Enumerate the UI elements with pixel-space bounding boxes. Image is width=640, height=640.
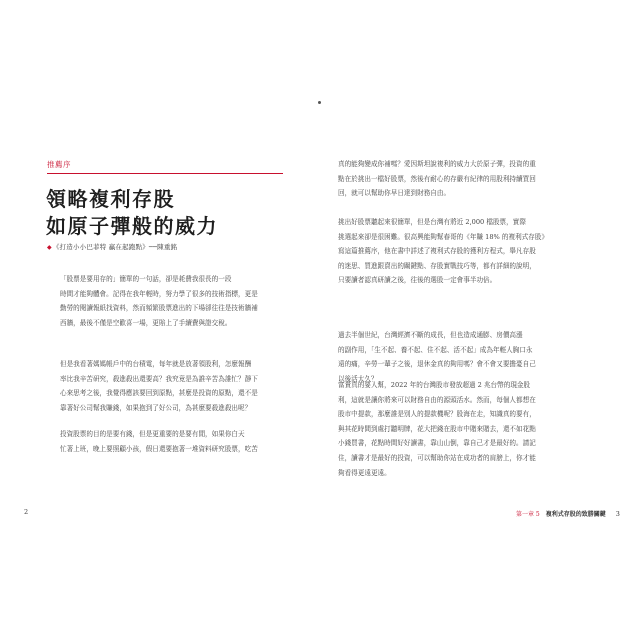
text-line: 夠看得更遠更遠。 [338, 468, 391, 477]
text-line: 率比我辛苦研究，殺進殺出還要高？我究竟是為誰辛苦為誰忙？靜下 [60, 374, 258, 383]
text-line: 但是我看著媽媽帳戶中的台積電，每年就是放著領股利，怎麼報酬 [60, 360, 252, 368]
text-line: 「股票是要用存的」簡單的一句話，卻是耗費我很長的一段 [60, 275, 232, 283]
text-line: 小錢買書，花點時間好好讀書，靠山山倒，靠自己才是最好的。請記 [338, 439, 536, 448]
text-line: 利，這就是讓你將來可以財務自由的源頭活水。然而，每個人都想在 [338, 395, 536, 404]
text-line: 以後活太久？ [338, 374, 378, 383]
section-label: 推薦序 [47, 160, 71, 169]
text-line: 忙著上班，晚上要照顧小孩，假日還要抱著一堆資料研究股票，吃苦 [60, 444, 258, 453]
text-line: 真的能夠變成你補嗎？愛因斯坦說複利的威力大於原子彈，投資的重 [338, 160, 536, 168]
text-line: 挑出好股票聽起來很簡單，但是台灣有將近 2,000 檔股票，實際 [338, 218, 526, 226]
byline-text: 《打造小小巴菲特 贏在起跑點》──陳重銘 [52, 243, 178, 251]
right-page [320, 0, 640, 640]
text-line: 挑選起來卻是很困難。很高興能夠幫春哥的《年賺 18% 的複利式存股》 [338, 232, 549, 241]
text-line: 與其花時間到處打聽明牌，花大把錢在股市中賭來賭去，還不如花點 [338, 424, 536, 433]
text-line: 只要讀者認真研讀之後，往後的選股一定會事半功倍。 [338, 276, 497, 285]
chapter-title-line-2: 如原子彈般的威力 [46, 214, 218, 238]
page-number: 3 [615, 510, 620, 518]
text-line: 點在於挑出一檔好股票，然後有耐心的存嚴有紀律的用股利持續買回 [338, 174, 536, 183]
byline [47, 242, 177, 251]
paragraph [338, 378, 600, 480]
paragraph [60, 272, 292, 330]
running-footer [516, 509, 620, 518]
text-line: 富貴真的要人幫，2022 年的台灣股市發放超過 2 兆台幣的現金股 [338, 381, 531, 389]
text-line: 時間才能夠體會。記得在我年輕時，努力學了很多的技術指標，更是 [60, 289, 258, 298]
paragraph [60, 427, 292, 456]
footer-title: 複利式存股的致勝關鍵 [545, 511, 606, 518]
text-line: 寫這篇推薦序，他在書中詳述了複利式存股的獲利方程式，舉凡存股 [338, 247, 536, 256]
paragraph [60, 357, 292, 415]
footer-chapter: 第一章 5 [516, 511, 540, 518]
text-line: 的迷思、買進跟賣出的關鍵點、存股實戰技巧等，都有詳細的說明， [338, 261, 536, 270]
text-line: 的副作用，「生不起、養不起、住不起、活不起」成為年輕人胸口永 [338, 345, 533, 354]
paragraph [338, 215, 600, 288]
text-line: 過去半個世紀，台灣經濟不斷的成長，但也造成通膨、房價高漲 [338, 331, 523, 339]
text-line: 心來思考之後，我覺得應該要回到原點，甚麼是投資的原點，還不是 [60, 389, 258, 398]
diamond-icon: ◆ [47, 244, 52, 251]
chapter-title-line-1: 領略複利存股 [46, 187, 175, 211]
text-line: 靠著好公司幫我賺錢，如果抱到了好公司，為甚麼要殺進殺出呢？ [60, 403, 252, 412]
text-line: 投資股票的目的是要有錢，但是更重要的是要有閒，如果你白天 [60, 430, 245, 438]
text-line: 住，讀書才是最好的投資，可以幫助你站在成功者的肩膀上，你才能 [338, 453, 536, 462]
text-line: 遠的痛，辛勞一輩子之後，退休金真的夠用嗎？會不會又要擔憂自己 [338, 360, 536, 369]
page-number: 2 [24, 508, 29, 516]
paragraph [338, 157, 600, 201]
text-line: 股市中提款，那麼誰是別人的提款機呢？股海在走，知識真的要有， [338, 410, 536, 419]
text-line: 西牆，最後不僅是空歡喜一場，更賠上了手續費與證交稅。 [60, 318, 232, 327]
text-line: 回，就可以幫助你早日達到財務自由。 [338, 189, 451, 198]
section-divider [47, 173, 283, 174]
text-line: 勤勞的閱讀報紙找資料，然而頻繁股票進出的下場卻往往是技術牆補 [60, 304, 258, 313]
